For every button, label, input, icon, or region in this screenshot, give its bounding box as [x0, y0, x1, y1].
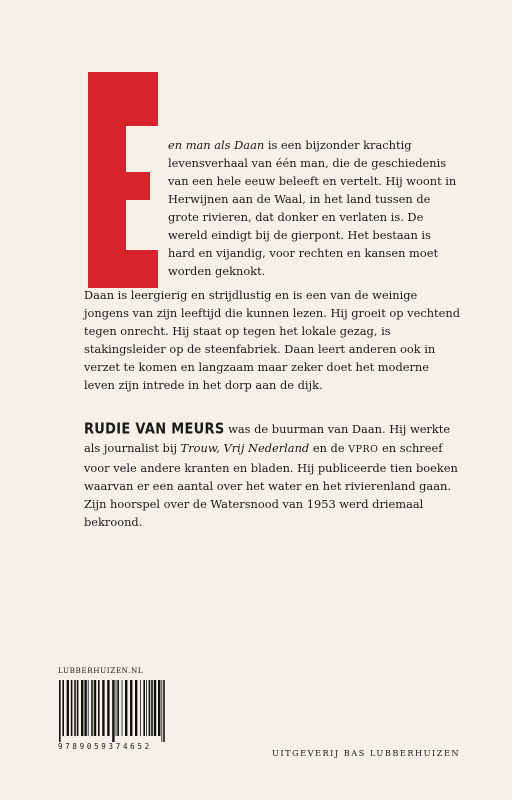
- barcode-bar: [125, 680, 127, 736]
- barcode-bar: [71, 680, 73, 736]
- publication-trouw: Trouw: [180, 441, 217, 455]
- barcode-bar: [149, 680, 151, 736]
- barcode-bar: [102, 680, 104, 736]
- publisher-name: UITGEVERIJ BAS LUBBERHUIZEN: [272, 748, 461, 758]
- barcode-bar: [98, 680, 100, 736]
- author-bio: RUDIE VAN MEURS was de buurman van Daan. Hij werkte als journalist bij Trouw, Vrij Nederland en de VPRO en schreef voor vele andere kranten en bladen. Hij publiceerde tien boeken waarvan er een aantal over het water en het rivierenland gaan. Zijn hoorspel over de Watersnood van 1953 werd driemaal bekroond.: [84, 420, 458, 529]
- barcode-bar: [117, 680, 119, 736]
- publication-vpro: VPRO: [348, 444, 379, 455]
- barcode-bar: [135, 680, 137, 736]
- isbn-number: 9789059374652: [58, 742, 152, 751]
- barcode-bar: [94, 680, 96, 736]
- story-paragraph: [84, 286, 460, 394]
- barcode-bar: [112, 680, 114, 742]
- story-text: Daan is leergierig en strijdlustig en is een van de weinige jongens van zijn leeftijd die kunnen lezen. Hij groeit op vechtend tegen onrecht. Hij staat op tegen het lokale gezag, is stakingsleider op de steenfabriek. Daan leert anderen ook in verzet te komen en langzaam maar zeker doet het moderne leven zijn intrede in het dorp aan de dijk.: [84, 288, 461, 392]
- author-name: RUDIE VAN MEURS: [84, 420, 225, 439]
- barcode-bar: [116, 680, 117, 736]
- barcode-bar: [91, 680, 93, 736]
- barcode-bar: [146, 680, 147, 736]
- book-title: en man als Daan: [168, 138, 265, 152]
- barcode-bar: [67, 680, 69, 736]
- publisher-website: LUBBERHUIZEN.NL: [58, 666, 144, 675]
- barcode-bar: [163, 680, 165, 742]
- barcode-bar: [151, 680, 153, 736]
- barcode-bar: [158, 680, 160, 736]
- intro-text: is een bijzonder krachtig levensverhaal van één man, die de geschiedenis van een hele eeuw beleeft en vertelt. Hij woont in Herwijnen aan de Waal, in het land tussen de grote rivieren, dat donker en verlaten is. De wereld eindigt bij de gierpont. Het bestaan is hard en vijandig, voor rechten en kansen moet worden geknokt.: [168, 138, 457, 278]
- barcode-bar: [81, 680, 83, 736]
- barcode-bar: [107, 680, 109, 736]
- barcode-bar: [161, 680, 162, 742]
- barcode-bar: [122, 680, 123, 736]
- red-initial-e: [88, 72, 158, 288]
- barcode-bar: [62, 680, 64, 736]
- barcode-bar: [88, 680, 89, 736]
- barcode-bar: [130, 680, 132, 736]
- barcode-bar: [74, 680, 76, 736]
- barcode-bar: [140, 680, 141, 736]
- intro-paragraph: [168, 136, 458, 280]
- barcode-bar: [154, 680, 156, 736]
- publication-vrij-nederland: Vrij Nederland: [223, 441, 310, 455]
- isbn-barcode: [58, 680, 168, 742]
- barcode-bar: [77, 680, 79, 736]
- barcode-bar: [59, 680, 61, 742]
- barcode-bar: [84, 680, 86, 736]
- barcode-bar: [143, 680, 145, 736]
